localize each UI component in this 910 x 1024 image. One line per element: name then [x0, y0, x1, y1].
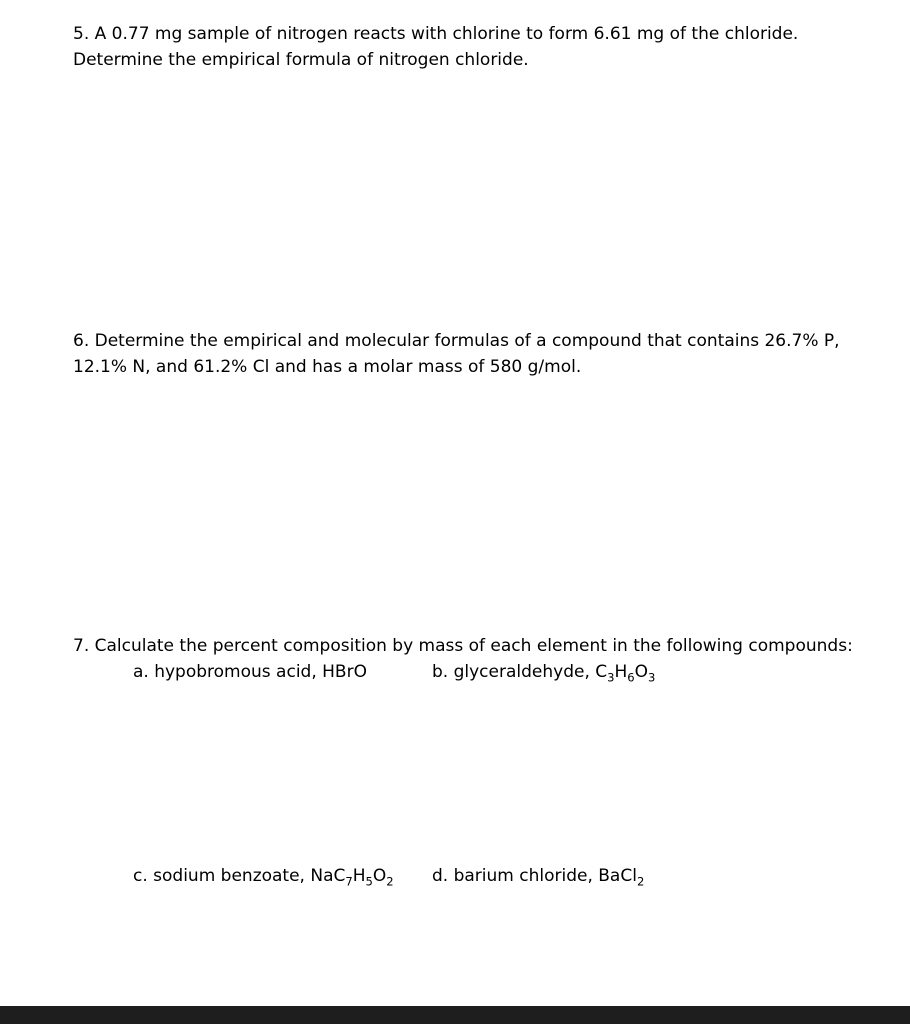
problem-5-line-2: Determine the empirical formula of nitrogen chloride.: [73, 50, 529, 70]
problem-7-item-d: d. barium chloride, BaCl$_2$: [432, 866, 645, 889]
problem-7: [73, 633, 853, 659]
problem-7-line-1: 7. Calculate the percent composition by mass of each element in the following compounds:: [73, 636, 853, 656]
problem-7-item-b: b. glyceraldehyde, $C_3H_6O_3$: [432, 662, 656, 685]
problem-6-line-1: 6. Determine the empirical and molecular formulas of a compound that contains 26.7% P,: [73, 331, 840, 351]
problem-6: [73, 328, 840, 380]
problem-7-item-c: c. sodium benzoate, $NaC_7H_5O_2$: [133, 866, 394, 889]
problem-5: [73, 21, 798, 73]
problem-7-row-cd: [0, 863, 910, 889]
problem-5-line-1: 5. A 0.77 mg sample of nitrogen reacts with chlorine to form 6.61 mg of the chloride.: [73, 24, 799, 44]
problem-6-line-2: 12.1% N, and 61.2% Cl and has a molar mass of 580 g/mol.: [73, 357, 582, 377]
problem-7-item-a: a. hypobromous acid, HBrO: [133, 662, 367, 682]
problem-7-row-ab: [0, 659, 910, 685]
bottom-bar: [0, 1006, 910, 1024]
